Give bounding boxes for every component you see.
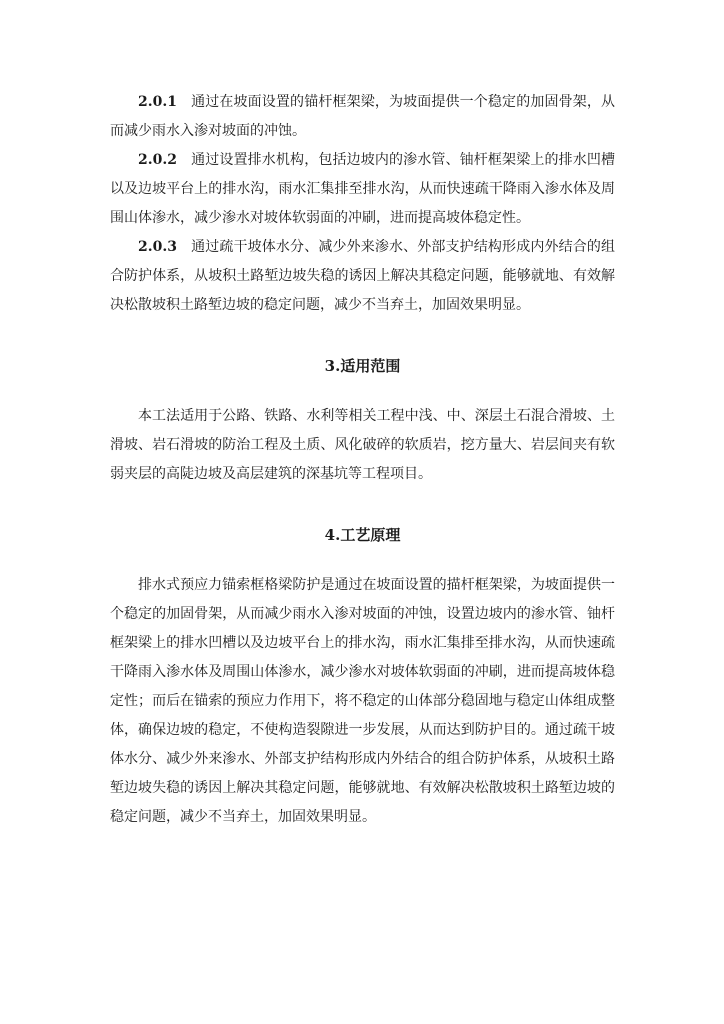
- clause-number: 2.0.3: [138, 239, 177, 255]
- clause-text: 通过在坡面设置的锚杆框架梁，为坡面提供一个稳定的加固骨架，从而减少雨水入渗对坡面的冲蚀。: [110, 94, 615, 139]
- clause-text: 通过疏干坡体水分、减少外来渗水、外部支护结构形成内外结合的组合防护体系，从坡积土路堑边坡失稳的诱因上解决其稳定问题，能够就地、有效解决松散坡积土路堑边坡的稳定问题，减少不当弃土，加固效果明显。: [110, 239, 615, 313]
- section-3-body: 本工法适用于公路、铁路、水利等相关工程中浅、中、深层土石混合滑坡、土滑坡、岩石滑坡的防治工程及土质、风化破碎的软质岩，挖方量大、岩层间夹有软弱夹层的高陡边坡及高层建筑的深基坑等工程项目。: [110, 408, 615, 482]
- clause-number: 2.0.1: [138, 94, 177, 110]
- clause-text: 通过设置排水机构，包括边坡内的渗水管、铀杆框架梁上的排水凹槽以及边坡平台上的排水沟，雨水汇集排至排水沟，从而快速疏干降雨入渗水体及周围山体渗水，减少渗水对坡体软弱面的冲刷，进而提高坡体稳定性。: [110, 152, 615, 226]
- section-4-body: 排水式预应力锚索框格梁防护是通过在坡面设置的描杆框架梁，为坡面提供一个稳定的加固骨架，从而减少雨水入渗对坡面的冲蚀，设置边坡内的渗水管、铀杆框架梁上的排水凹槽以及边坡平台上的排水沟，雨水汇集排至排水沟，从而快速疏干降雨入渗水体及周围山体渗水，减少渗水对坡体软弱面的冲刷，进而提高坡体稳定性；而后在锚索的预应力作用下，将不稳定的山体部分稳固地与稳定山体组成整体，确保边坡的稳定，不使构造裂隙进一步发展，从而达到防护目的。通过疏干坡体水分、减少外来渗水、外部支护结构形成内外结合的组合防护体系，从坡积土路堑边坡失稳的诱因上解决其稳定问题，能够就地、有效解决松散坡积土路堑边坡的稳定问题，减少不当弃土，加固效果明显。: [110, 577, 615, 825]
- section-3-heading: 3.适用范围: [324, 357, 401, 375]
- clause-2-0-3: [110, 233, 615, 320]
- clause-2-0-2: [110, 146, 615, 233]
- clause-2-0-1: [110, 88, 615, 146]
- document-page: [110, 88, 615, 832]
- clause-number: 2.0.2: [138, 152, 177, 168]
- section-4-heading: 4.工艺原理: [324, 526, 401, 544]
